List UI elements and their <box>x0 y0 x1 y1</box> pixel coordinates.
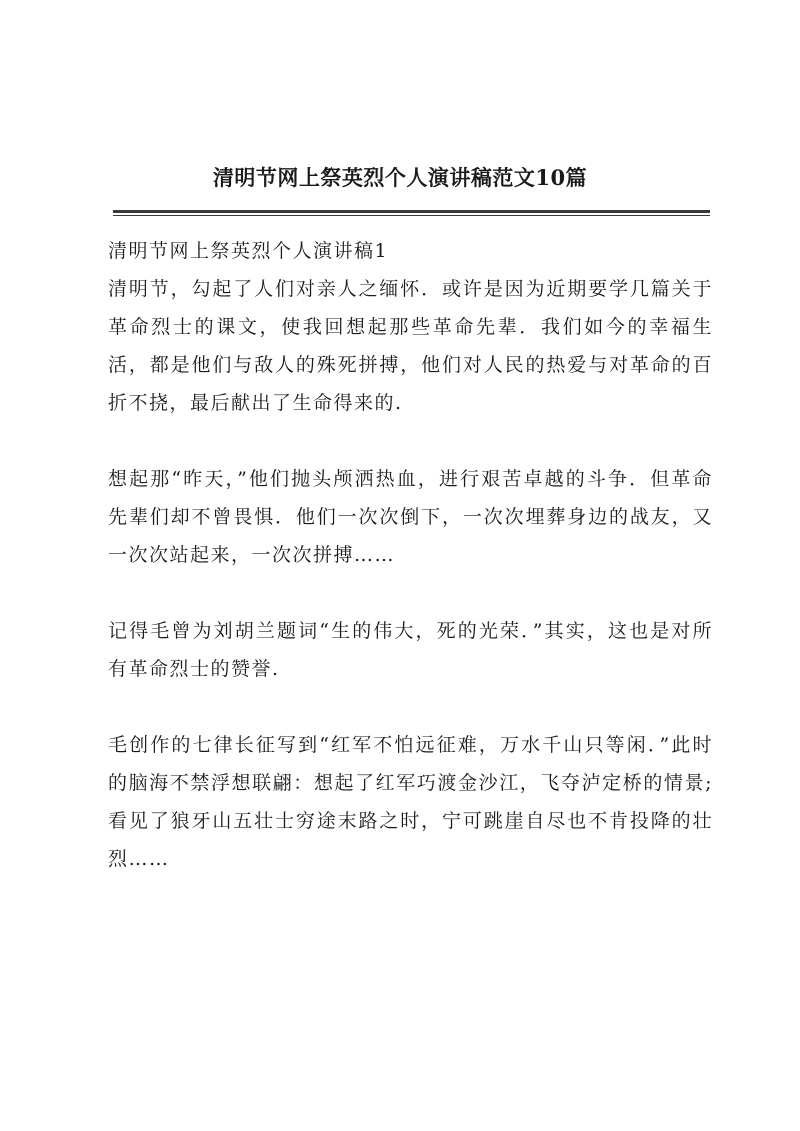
paragraph: 毛创作的七律长征写到“红军不怕远征难，万水千山只等闲．”此时的脑海不禁浮想联翩：想起了红军巧渡金沙江，飞夺泸定桥的情景;看见了狼牙山五壮士穷途末路之时，宁可跳崖自尽也不肯投降的壮烈…… <box>108 734 713 870</box>
paragraph-spacer <box>108 574 713 612</box>
document-body <box>108 232 713 878</box>
title-divider-thin <box>113 215 710 216</box>
section-heading: 清明节网上祭英烈个人演讲稿1 <box>108 240 389 262</box>
paragraph: 记得毛曾为刘胡兰题词“生的伟大，死的光荣．”其实，这也是对所有革命烈士的赞誉. <box>108 620 713 680</box>
page-title: 清明节网上祭英烈个人演讲稿范文10篇 <box>212 165 588 190</box>
paragraph-spacer <box>108 688 713 726</box>
title-divider <box>113 210 710 213</box>
paragraph: 清明节，勾起了人们对亲人之缅怀．或许是因为近期要学几篇关于革命烈士的课文，使我回想起那些革命先辈．我们如今的幸福生活，都是他们与敌人的殊死拼搏，他们对人民的热爱与对革命的百折不挠，最后献出了生命得来的. <box>108 278 713 414</box>
paragraph-spacer <box>108 422 713 460</box>
paragraph: 想起那“昨天，”他们抛头颅洒热血，进行艰苦卓越的斗争．但革命先辈们却不曾畏惧．他们一次次倒下，一次次埋葬身边的战友，又一次次站起来，一次次拼搏…… <box>108 468 713 566</box>
